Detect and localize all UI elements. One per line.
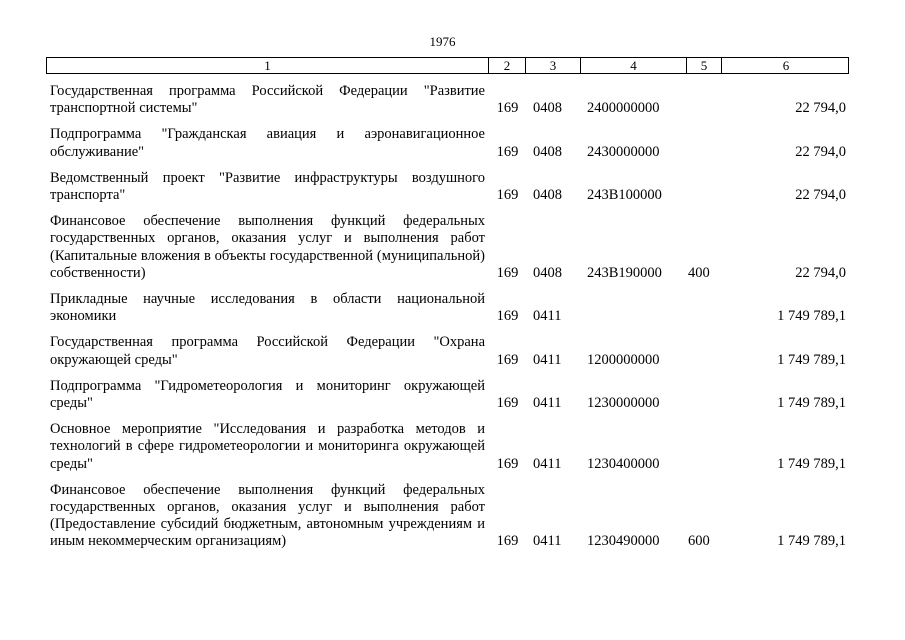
row-col-6: 1 749 789,1 — [777, 395, 846, 412]
row-col-6: 1 749 789,1 — [777, 351, 846, 368]
budget-table — [46, 57, 849, 551]
row-col-3: 0411 — [533, 533, 562, 550]
row-col-4: 2400000000 — [587, 100, 660, 117]
row-col-6: 22 794,0 — [795, 100, 846, 117]
table-row — [46, 378, 849, 412]
table-row — [46, 482, 849, 551]
row-name: Государственная программа Российской Федерации "Охрана окружающей среды" — [50, 334, 485, 368]
table-row — [46, 421, 849, 473]
row-col-2: 169 — [496, 533, 519, 550]
header-col-2: 2 — [489, 58, 526, 73]
row-col-2: 169 — [496, 455, 519, 472]
row-col-2: 169 — [496, 351, 519, 368]
row-col-4: 1200000000 — [587, 351, 660, 368]
row-col-6: 1 749 789,1 — [777, 455, 846, 472]
table-row — [46, 334, 849, 368]
row-col-5: 400 — [688, 264, 710, 281]
row-name: Финансовое обеспечение выполнения функций федеральных государственных органов, оказания услуг и выполнения работ (Предоставление субсидий бюджетным, автономным учреждениям и иным некоммерческим организациям) — [50, 481, 485, 550]
row-name: Государственная программа Российской Федерации "Развитие транспортной системы" — [50, 83, 485, 117]
row-col-4: 1230000000 — [587, 395, 660, 412]
row-col-6: 22 794,0 — [795, 143, 846, 160]
header-col-3: 3 — [526, 58, 581, 73]
row-col-3: 0408 — [533, 100, 562, 117]
row-col-6: 1 749 789,1 — [777, 308, 846, 325]
row-col-4: 2430000000 — [587, 143, 660, 160]
row-col-6: 22 794,0 — [795, 264, 846, 281]
row-name: Подпрограмма "Гидрометеорология и мониторинг окружающей среды" — [50, 377, 485, 412]
row-name: Основное мероприятие "Исследования и разработка методов и технологий в сфере гидрометеорологии и мониторинга окружающей среды" — [50, 421, 485, 472]
row-col-2: 169 — [496, 187, 519, 204]
header-col-4: 4 — [581, 58, 687, 73]
row-col-3: 0411 — [533, 308, 562, 325]
row-col-2: 169 — [496, 308, 519, 325]
row-col-3: 0408 — [533, 187, 562, 204]
row-name: Подпрограмма "Гражданская авиация и аэронавигационное обслуживание" — [50, 126, 485, 160]
page-number: 1976 — [429, 34, 456, 49]
row-name: Прикладные научные исследования в области национальной экономики — [50, 291, 485, 325]
row-col-4: 243В190000 — [587, 264, 662, 281]
header-col-1: 1 — [47, 58, 489, 73]
row-col-3: 0411 — [533, 351, 562, 368]
table-row — [46, 83, 849, 117]
row-col-3: 0411 — [533, 395, 562, 412]
header-col-6: 6 — [782, 58, 790, 73]
row-col-6: 22 794,0 — [795, 187, 846, 204]
row-col-5: 600 — [688, 533, 710, 550]
table-row — [46, 213, 849, 282]
row-col-6: 1 749 789,1 — [777, 533, 846, 550]
row-col-4: 1230490000 — [587, 533, 660, 550]
row-col-2: 169 — [496, 395, 519, 412]
row-name: Ведомственный проект "Развитие инфраструктуры воздушного транспорта" — [50, 169, 485, 204]
row-name: Финансовое обеспечение выполнения функций федеральных государственных органов, оказания услуг и выполнения работ (Капитальные вложения в объекты государственной (муниципальной) собственности) — [50, 213, 485, 281]
header-col-5: 5 — [687, 58, 722, 73]
row-col-2: 169 — [496, 143, 519, 160]
row-col-4: 243В100000 — [587, 187, 662, 204]
table-row — [46, 126, 849, 160]
row-col-3: 0408 — [533, 264, 562, 281]
row-col-2: 169 — [496, 100, 519, 117]
row-col-3: 0408 — [533, 143, 562, 160]
table-row — [46, 291, 849, 325]
row-col-3: 0411 — [533, 455, 562, 472]
row-col-2: 169 — [496, 264, 519, 281]
row-col-4: 1230400000 — [587, 455, 660, 472]
table-header — [46, 57, 849, 74]
table-row — [46, 170, 849, 204]
